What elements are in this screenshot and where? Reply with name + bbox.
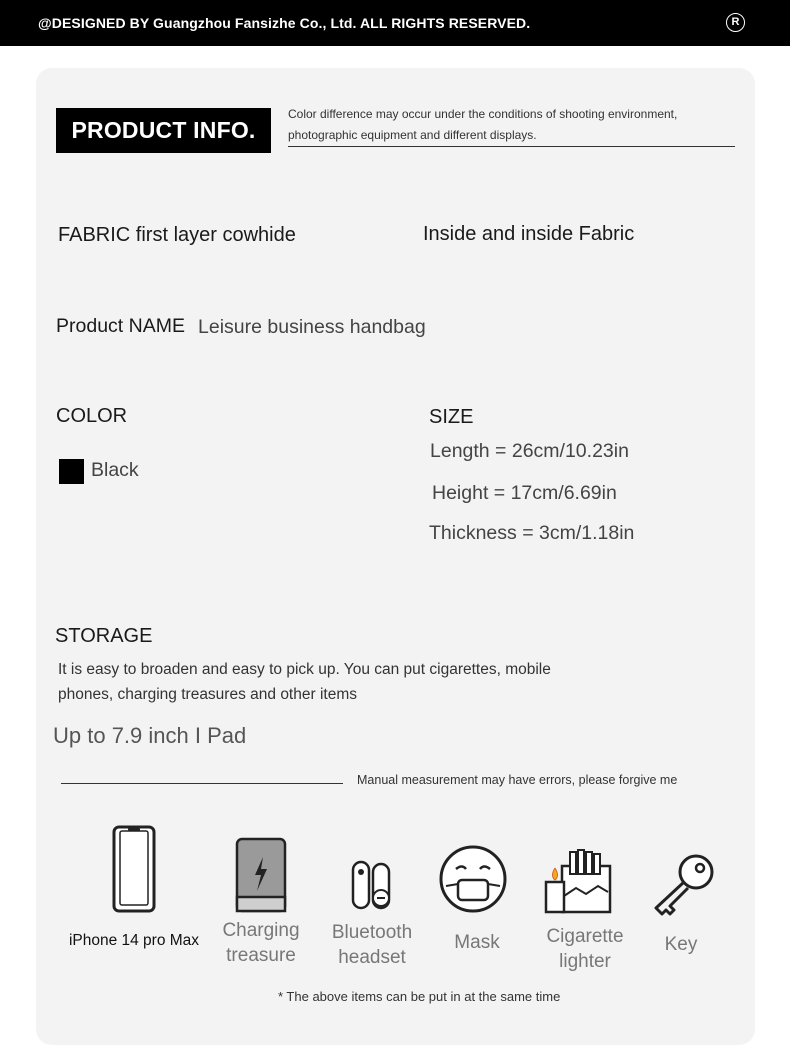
storage-description-line2: phones, charging treasures and other items <box>58 686 357 703</box>
earbuds-icon <box>349 858 395 914</box>
product-name-label: Product NAME <box>56 315 185 337</box>
storage-description-line1: It is easy to broaden and easy to pick up. You can put cigarettes, mobile <box>58 661 551 678</box>
cigarette-lighter-icon <box>542 848 614 914</box>
size-thickness: Thickness = 3cm/1.18in <box>429 522 635 544</box>
power-bank-icon <box>235 837 287 913</box>
item-label-key: Key <box>664 934 698 955</box>
item-label-earbuds: Bluetooth headset <box>331 922 413 968</box>
size-length: Length = 26cm/10.23in <box>430 440 629 462</box>
registered-mark-icon: R <box>726 13 745 32</box>
copyright-text: @DESIGNED BY Guangzhou Fansizhe Co., Ltd. ALL RIGHTS RESERVED. <box>38 15 531 31</box>
key-icon <box>650 852 716 916</box>
copyright-bar <box>0 0 790 46</box>
size-heading: SIZE <box>429 406 474 428</box>
color-difference-note-line1: Color difference may occur under the conditions of shooting environment, <box>288 107 678 121</box>
header-divider <box>288 146 735 147</box>
capacity-footnote: * The above items can be put in at the same time <box>278 989 561 1004</box>
phone-icon <box>112 825 156 913</box>
product-info-badge: PRODUCT INFO. <box>56 108 271 153</box>
color-difference-note-line2: photographic equipment and different displays. <box>288 128 537 142</box>
item-label-phone: iPhone 14 pro Max <box>68 932 200 949</box>
product-info-card <box>36 68 755 1045</box>
color-swatch <box>59 459 84 484</box>
fabric-inner: Inside and inside Fabric <box>423 223 635 245</box>
color-value: Black <box>91 459 139 481</box>
measurement-divider <box>61 783 343 784</box>
mask-icon <box>438 844 508 914</box>
product-name-value: Leisure business handbag <box>198 316 426 338</box>
size-height: Height = 17cm/6.69in <box>432 482 617 504</box>
fabric-outer: FABRIC first layer cowhide <box>58 224 296 246</box>
measurement-note: Manual measurement may have errors, please forgive me <box>357 773 678 787</box>
ipad-capacity: Up to 7.9 inch I Pad <box>53 723 247 748</box>
item-label-cigarette-lighter: Cigarette lighter <box>546 926 624 972</box>
item-label-power-bank: Charging treasure <box>222 920 300 966</box>
item-label-mask: Mask <box>454 932 500 953</box>
storage-heading: STORAGE <box>55 625 153 647</box>
color-heading: COLOR <box>56 405 128 427</box>
